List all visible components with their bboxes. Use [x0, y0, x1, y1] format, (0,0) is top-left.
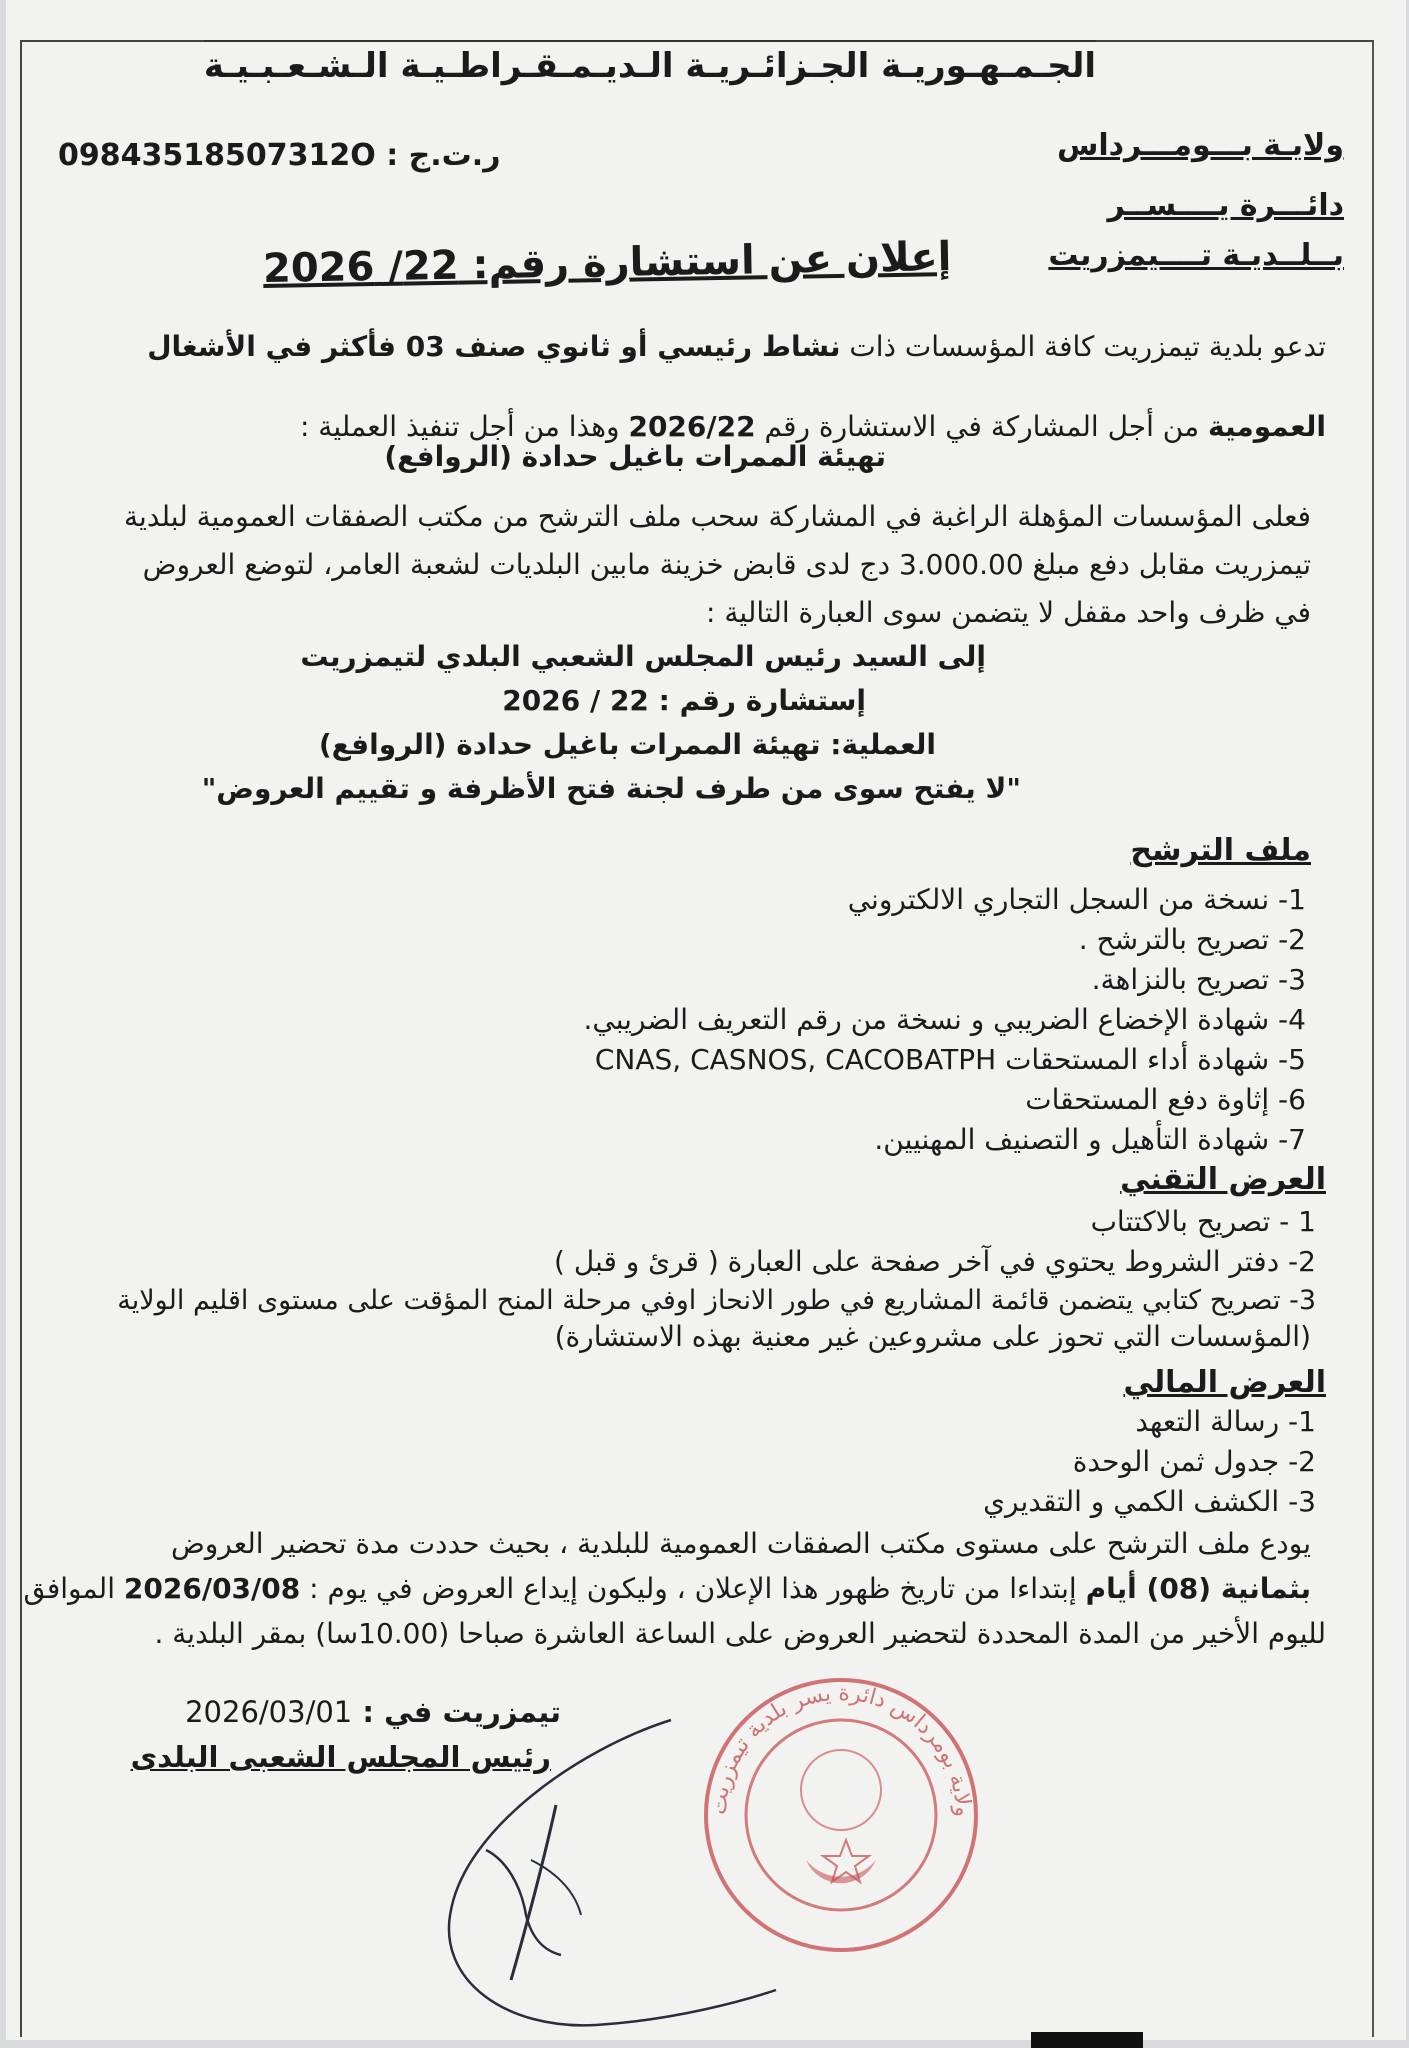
- candidacy-item: 5- شهادة أداء المستحقات CNAS, CASNOS, CACOBATPH: [594, 1043, 1306, 1076]
- candidacy-item: 2- تصريح بالترشح .: [1078, 923, 1306, 956]
- wilaya-label: ولايـة بـــومـــرداس: [1056, 128, 1344, 163]
- intro-consult-number: 2026/22: [628, 410, 756, 443]
- financial-item: 3- الكشف الكمي و التقديري: [983, 1485, 1316, 1518]
- candidacy-item: 1- نسخة من السجل التجاري الالكتروني: [847, 883, 1306, 916]
- envelope-note: "لا يفتح سوى من طرف لجنة فتح الأظرفة و تقييم العروض": [201, 772, 1021, 805]
- closing-line-3: لليوم الأخير من المدة المحددة لتحضير العروض على الساعة العاشرة صباحا (10.00سا) بمقر البلدية .: [154, 1617, 1326, 1650]
- technical-item: 2- دفتر الشروط يحتوي في آخر صفحة على العبارة ( قرئ و قبل ): [554, 1245, 1316, 1278]
- financial-item: 1- رسالة التعهد: [1135, 1405, 1316, 1438]
- envelope-consult-number: إستشارة رقم : 22 / 2026: [502, 684, 866, 717]
- signature-place-label: تيمزريت في :: [362, 1695, 561, 1729]
- svg-text:ولاية بومرداس دائرة يسر بلدية: ولاية بومرداس دائرة يسر بلدية تيمزريت: [706, 1680, 976, 1818]
- closing-deadline: 2026/03/08: [123, 1572, 301, 1605]
- closing-text: إبتداءا من تاريخ ظهور هذا الإعلان ، وليكون إيداع العروض في يوم :: [300, 1572, 1086, 1605]
- candidacy-item: 3- تصريح بالنزاهة.: [1091, 963, 1306, 996]
- black-bar: [1031, 2032, 1143, 2048]
- closing-line-2: [24, 1572, 1311, 1605]
- page-title: إعلان عن استشارة رقم: 22/ 2026: [262, 233, 952, 293]
- signature-date: 2026/03/01: [185, 1695, 353, 1729]
- handwritten-signature-icon: [426, 1710, 786, 2040]
- technical-heading: العرض التقني: [1120, 1162, 1326, 1197]
- document-sheet: [6, 0, 1406, 2040]
- signer-title: رئيس المجلس الشعبى البلدى: [130, 1740, 551, 1774]
- technical-item: 3- تصريح كتابي يتضمن قائمة المشاريع في طور الانحاز اوفي مرحلة المنح المؤقت على مستوى اقليم الولاية: [117, 1285, 1316, 1316]
- financial-heading: العرض المالي: [1123, 1365, 1326, 1400]
- candidacy-item: 7- شهادة التأهيل و التصنيف المهنيين.: [874, 1123, 1306, 1156]
- baladia-label: بــلــديـة تــــيمزريت: [1048, 238, 1344, 273]
- candidacy-item: 6- إثاوة دفع المستحقات: [1025, 1083, 1306, 1116]
- tax-id-label: ر.ت.ج :: [386, 138, 501, 173]
- closing-line-1: يودع ملف الترشح على مستوى مكتب الصفقات العمومية للبلدية ، بحيث حددت مدة تحضير العروض: [170, 1527, 1311, 1560]
- envelope-operation: العملية: تهيئة الممرات باغيل حدادة (الروافع): [318, 728, 936, 761]
- intro-text: تدعو بلدية تيمزريت كافة المؤسسات ذات: [840, 330, 1326, 363]
- tax-id-number: 09843518507312O: [58, 138, 376, 173]
- intro-text-2: من أجل المشاركة في الاستشارة رقم: [755, 410, 1208, 443]
- closing-duration: بثمانية (08) أيام: [1085, 1572, 1311, 1605]
- candidacy-heading: ملف الترشح: [1130, 833, 1311, 868]
- body-line-2: تيمزريت مقابل دفع مبلغ 3.000.00 دج لدى قابض خزينة مابين البلديات لشعبة العامر، لتوضع العروض: [142, 548, 1311, 581]
- technical-item: 1 - تصريح بالاكتتاب: [1090, 1205, 1316, 1238]
- closing-text-2: الموافق: [23, 1572, 124, 1605]
- intro-public: العمومية: [1208, 410, 1326, 443]
- body-line-1: فعلى المؤسسات المؤهلة الراغبة في المشاركة سحب ملف الترشح من مكتب الصفقات العمومية لبلدية: [124, 500, 1311, 533]
- daira-label: دائـــرة يــــســر: [1107, 188, 1344, 223]
- intro-line-1: [147, 330, 1326, 363]
- financial-item: 2- جدول ثمن الوحدة: [1072, 1445, 1316, 1478]
- intro-line-2: [300, 410, 1326, 443]
- intro-operation: تهيئة الممرات باغيل حدادة (الروافع): [384, 440, 886, 473]
- intro-activity: نشاط رئيسي أو ثانوي صنف 03 فأكثر في الأشغال: [147, 330, 841, 363]
- body-line-3: في ظرف واحد مقفل لا يتضمن سوى العبارة التالية :: [706, 596, 1311, 629]
- intro-text-3: وهذا من أجل تنفيذ العملية :: [299, 410, 629, 443]
- envelope-recipient: إلى السيد رئيس المجلس الشعبي البلدي لتيمزريت: [300, 640, 986, 673]
- tax-id-line: [58, 138, 500, 173]
- candidacy-item: 4- شهادة الإخضاع الضريبي و نسخة من رقم التعريف الضريبي.: [583, 1003, 1306, 1036]
- technical-item-note: (المؤسسات التي تحوز على مشروعين غير معنية بهذه الاستشارة): [554, 1320, 1311, 1353]
- republic-header: الجـمـهـوريـة الجـزائـريـة الـديـمـقـراطـيـة الـشـعـبـيـة: [204, 40, 1096, 86]
